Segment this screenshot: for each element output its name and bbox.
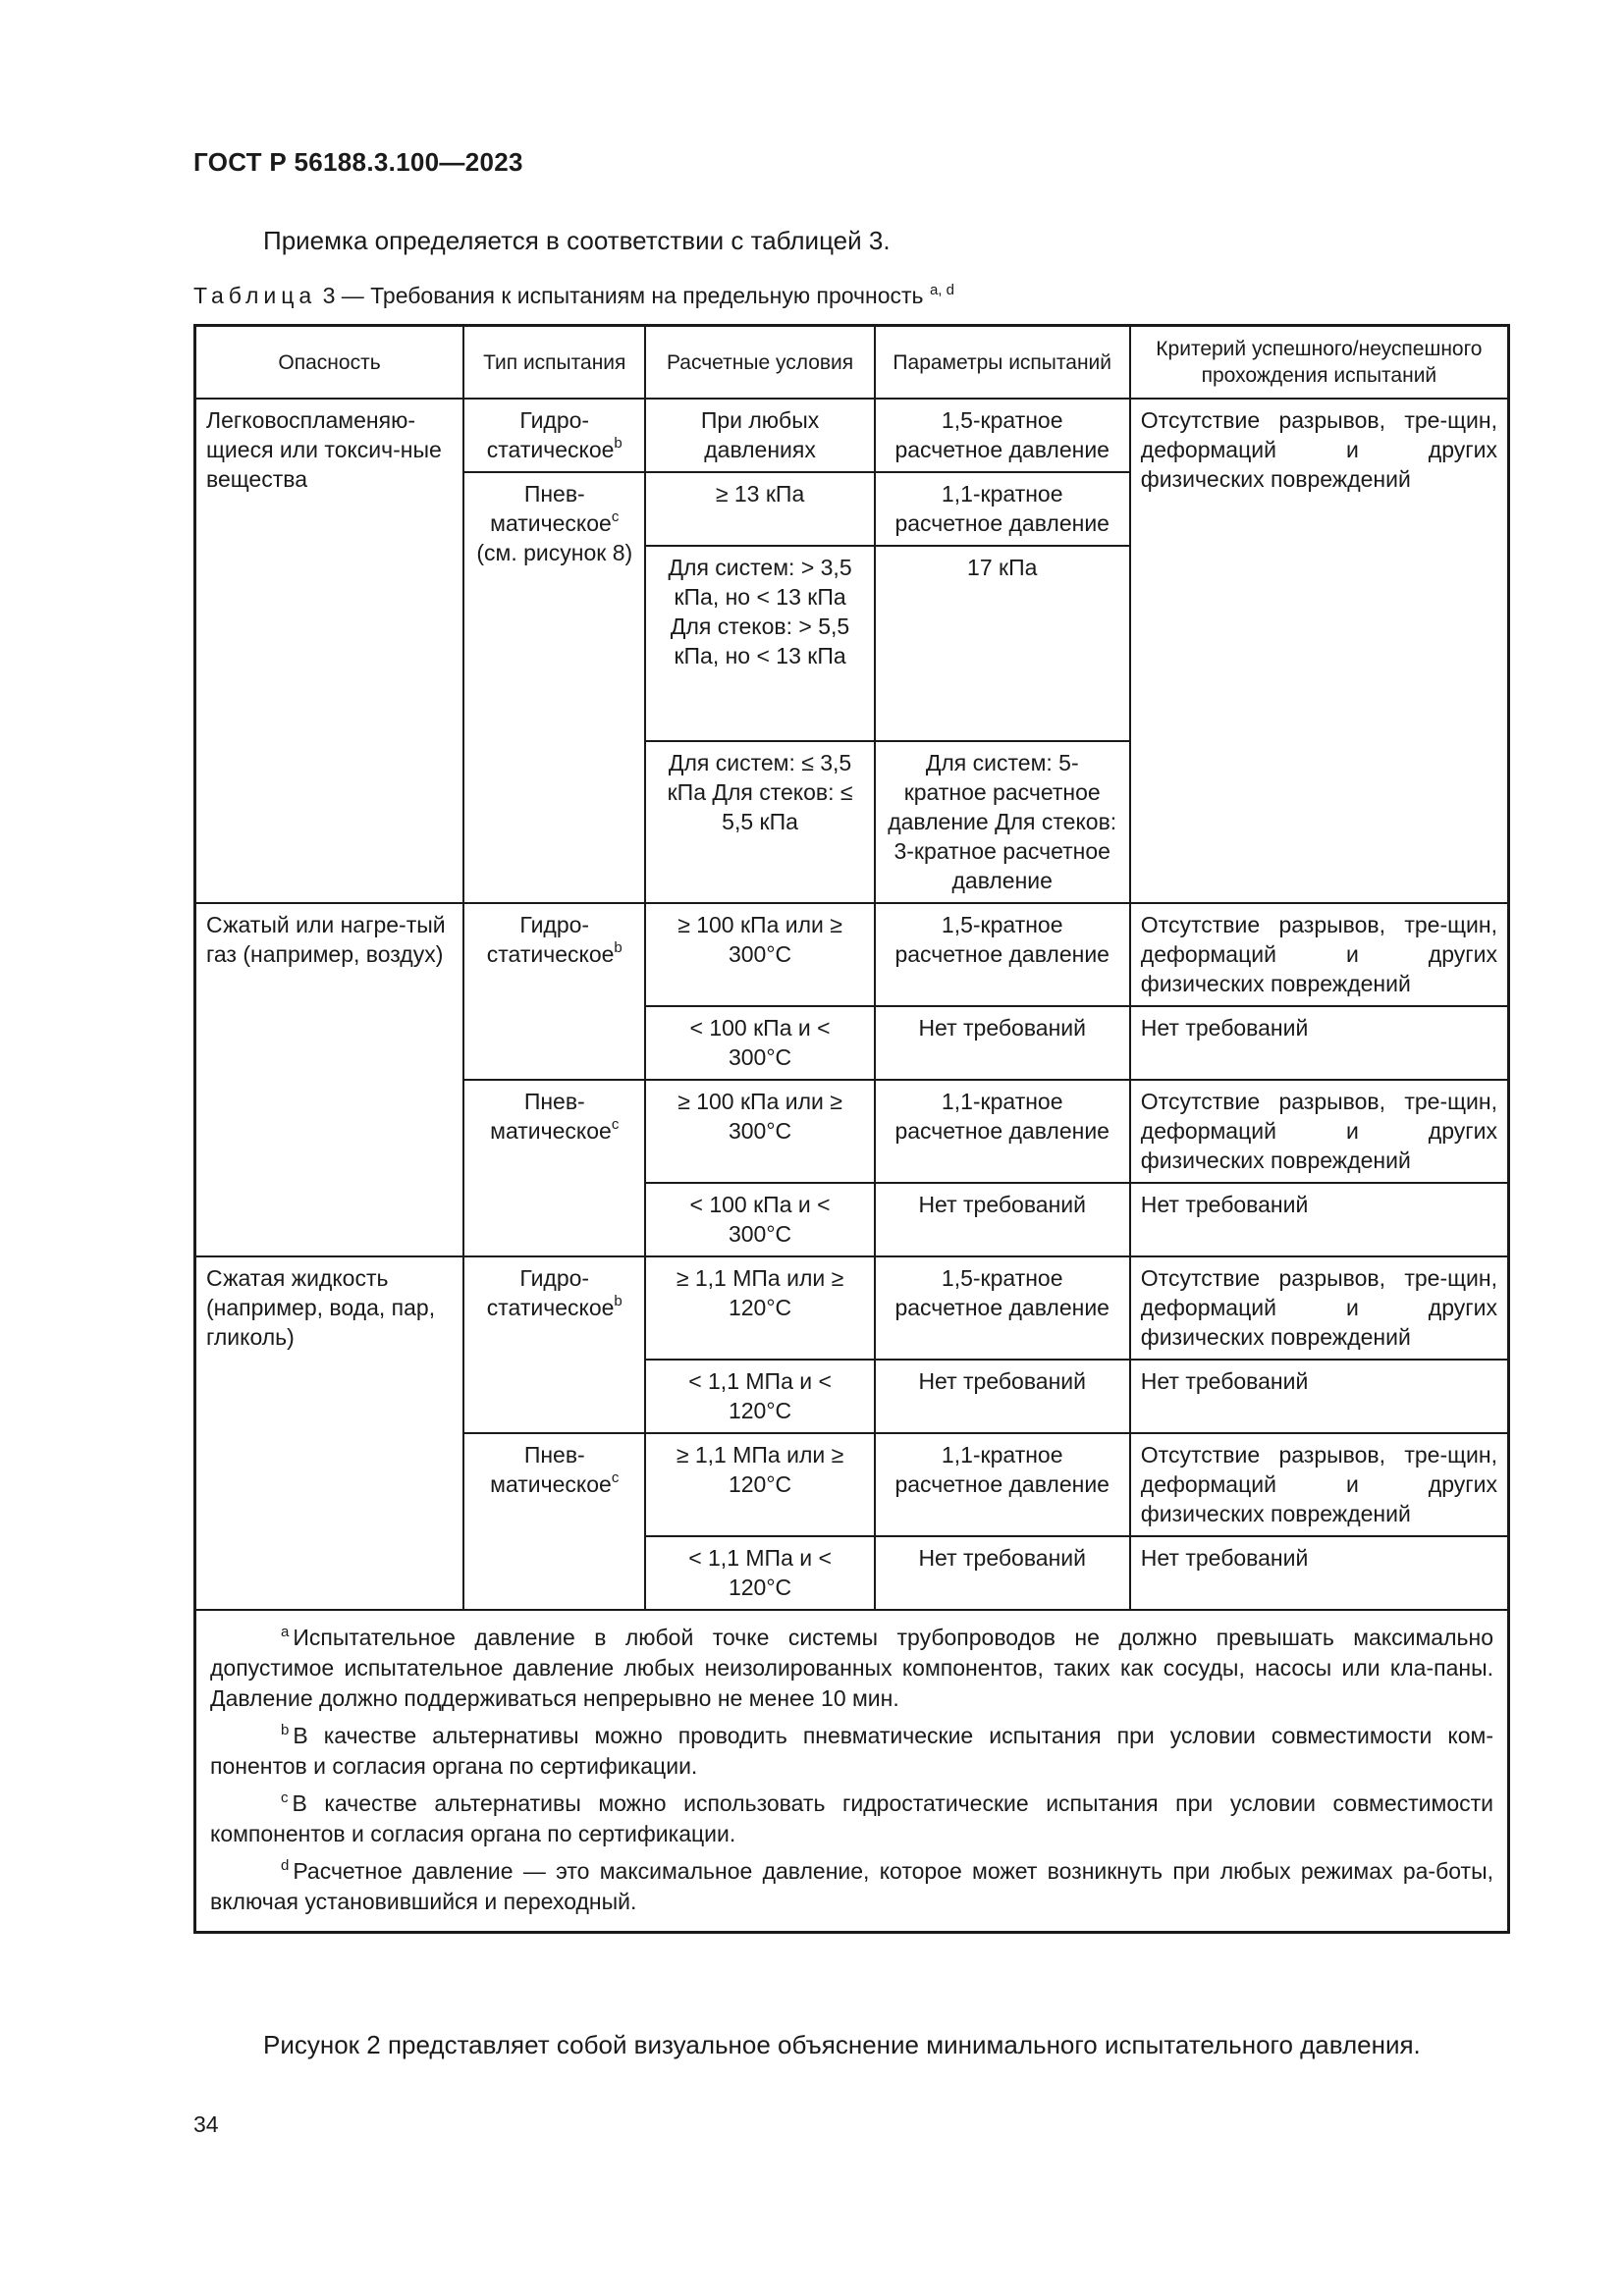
footnote-a bbox=[210, 1623, 1493, 1714]
test-type-cell bbox=[463, 1256, 645, 1433]
condition-cell: ≥ 13 кПа bbox=[645, 472, 874, 546]
condition-cell: При любых давлениях bbox=[645, 399, 874, 472]
hazard-gas: Сжатый или нагре-тый газ (например, воздух) bbox=[195, 903, 464, 1256]
condition-cell: < 100 кПа и < 300°C bbox=[645, 1006, 874, 1080]
table-caption-marks: a, d bbox=[929, 282, 954, 298]
parameter-cell: 1,5-кратное расчетное давление bbox=[875, 1256, 1130, 1360]
parameter-cell: 1,1-кратное расчетное давление bbox=[875, 1080, 1130, 1183]
footnote-d-text: Расчетное давление — это максимальное давление, которое может возникнуть при любых режимах ра-боты, включая установившийся и переходный. bbox=[210, 1858, 1493, 1914]
footnote-mark: b bbox=[614, 939, 623, 956]
test-type-cell bbox=[463, 472, 645, 903]
test-type-label: Гидро-статическое bbox=[486, 912, 615, 967]
footnote-d-mark: d bbox=[281, 1857, 290, 1874]
table-row bbox=[195, 1256, 1509, 1360]
closing-paragraph: Рисунок 2 представляет собой визуальное объяснение минимального испытательного давления. bbox=[263, 2030, 1421, 2059]
table-caption bbox=[193, 282, 954, 309]
test-type-label: Гидро-статическое bbox=[486, 1265, 615, 1320]
test-type-label: Пнев-матическое bbox=[490, 1089, 612, 1144]
parameter-cell: Нет требований bbox=[875, 1183, 1130, 1256]
criterion-cell: Отсутствие разрывов, тре-щин, деформаций и других физических повреждений bbox=[1130, 399, 1509, 903]
criterion-cell: Отсутствие разрывов, тре-щин, деформаций и других физических повреждений bbox=[1130, 1080, 1509, 1183]
footnote-mark: b bbox=[614, 435, 623, 452]
parameter-cell: Нет требований bbox=[875, 1006, 1130, 1080]
footnote-c-mark: c bbox=[281, 1789, 289, 1806]
figure-reference: (см. рисунок 8) bbox=[476, 540, 633, 565]
test-type-cell bbox=[463, 1433, 645, 1610]
criterion-cell: Нет требований bbox=[1130, 1183, 1509, 1256]
table-caption-text: 3 — Требования к испытаниям на предельную прочность bbox=[316, 283, 930, 308]
table-row bbox=[195, 399, 1509, 472]
condition-cell: Для систем: > 3,5 кПа, но < 13 кПа Для стеков: > 5,5 кПа, но < 13 кПа bbox=[645, 546, 874, 741]
footnote-c bbox=[210, 1789, 1493, 1849]
criterion-cell: Отсутствие разрывов, тре-щин, деформаций и других физических повреждений bbox=[1130, 1433, 1509, 1536]
header-test-type: Тип испытания bbox=[463, 326, 645, 400]
hazard-flammable: Легковоспламеняю-щиеся или токсич-ные вещества bbox=[195, 399, 464, 903]
parameter-cell: Нет требований bbox=[875, 1536, 1130, 1610]
table-notes-row bbox=[195, 1610, 1509, 1933]
parameter-cell: 17 кПа bbox=[875, 546, 1130, 741]
footnote-b bbox=[210, 1721, 1493, 1782]
condition-cell: Для систем: ≤ 3,5 кПа Для стеков: ≤ 5,5 кПа bbox=[645, 741, 874, 903]
test-type-cell bbox=[463, 903, 645, 1080]
table-row bbox=[195, 903, 1509, 1006]
parameter-cell: 1,1-кратное расчетное давление bbox=[875, 1433, 1130, 1536]
footnote-b-text: В качестве альтернативы можно проводить пневматические испытания при условии совместимости ком-понентов и согласия органа по сертификации. bbox=[210, 1723, 1493, 1779]
hazard-liquid: Сжатая жидкость (например, вода, пар, гликоль) bbox=[195, 1256, 464, 1610]
table-header-row bbox=[195, 326, 1509, 400]
table-footnotes bbox=[195, 1610, 1509, 1933]
footnote-c-text: В качестве альтернативы можно использовать гидростатические испытания при условии совместимости компонентов и согласия органа по сертификации. bbox=[210, 1790, 1493, 1846]
condition-cell: ≥ 100 кПа или ≥ 300°C bbox=[645, 1080, 874, 1183]
condition-cell: ≥ 1,1 МПа или ≥ 120°C bbox=[645, 1433, 874, 1536]
criterion-cell: Отсутствие разрывов, тре-щин, деформаций и других физических повреждений bbox=[1130, 903, 1509, 1006]
condition-cell: ≥ 100 кПа или ≥ 300°C bbox=[645, 903, 874, 1006]
parameter-cell: 1,5-кратное расчетное давление bbox=[875, 399, 1130, 472]
footnote-mark: b bbox=[614, 1293, 623, 1309]
test-type-cell bbox=[463, 399, 645, 472]
criterion-cell: Отсутствие разрывов, тре-щин, деформаций и других физических повреждений bbox=[1130, 1256, 1509, 1360]
footnote-mark: c bbox=[611, 508, 620, 525]
document-standard-id: ГОСТ Р 56188.3.100—2023 bbox=[193, 147, 523, 177]
footnote-a-text: Испытательное давление в любой точке системы трубопроводов не должно превышать максимально допустимое испытательное давление любых неизолированных компонентов, таких как сосуды, насосы или кла-паны. Давление должно поддерживаться непрерывно не менее 10 мин. bbox=[210, 1625, 1493, 1711]
footnote-b-mark: b bbox=[281, 1722, 290, 1738]
header-pass-criterion: Критерий успешного/неуспешного прохождения испытаний bbox=[1130, 326, 1509, 400]
header-test-parameters: Параметры испытаний bbox=[875, 326, 1130, 400]
footnote-d bbox=[210, 1856, 1493, 1917]
condition-cell: < 1,1 МПа и < 120°C bbox=[645, 1536, 874, 1610]
criterion-cell: Нет требований bbox=[1130, 1006, 1509, 1080]
footnote-mark: c bbox=[611, 1469, 620, 1486]
parameter-cell: Для систем: 5-кратное расчетное давление Для стеков: 3-кратное расчетное давление bbox=[875, 741, 1130, 903]
parameter-cell: 1,1-кратное расчетное давление bbox=[875, 472, 1130, 546]
condition-cell: ≥ 1,1 МПа или ≥ 120°C bbox=[645, 1256, 874, 1360]
criterion-cell: Нет требований bbox=[1130, 1360, 1509, 1433]
test-requirements-table bbox=[193, 324, 1510, 1934]
test-type-label: Гидро-статическое bbox=[486, 407, 615, 462]
footnote-mark: c bbox=[611, 1116, 620, 1133]
page-number: 34 bbox=[193, 2111, 219, 2137]
test-type-label: Пнев-матическое bbox=[490, 481, 612, 536]
criterion-cell: Нет требований bbox=[1130, 1536, 1509, 1610]
intro-paragraph: Приемка определяется в соответствии с таблицей 3. bbox=[263, 226, 891, 255]
parameter-cell: 1,5-кратное расчетное давление bbox=[875, 903, 1130, 1006]
header-design-conditions: Расчетные условия bbox=[645, 326, 874, 400]
test-type-cell bbox=[463, 1080, 645, 1256]
condition-cell: < 1,1 МПа и < 120°C bbox=[645, 1360, 874, 1433]
parameter-cell: Нет требований bbox=[875, 1360, 1130, 1433]
test-type-label: Пнев-матическое bbox=[490, 1442, 612, 1497]
header-hazard: Опасность bbox=[195, 326, 464, 400]
table-caption-label: Таблица bbox=[193, 283, 317, 308]
condition-cell: < 100 кПа и < 300°C bbox=[645, 1183, 874, 1256]
footnote-a-mark: a bbox=[281, 1624, 290, 1640]
